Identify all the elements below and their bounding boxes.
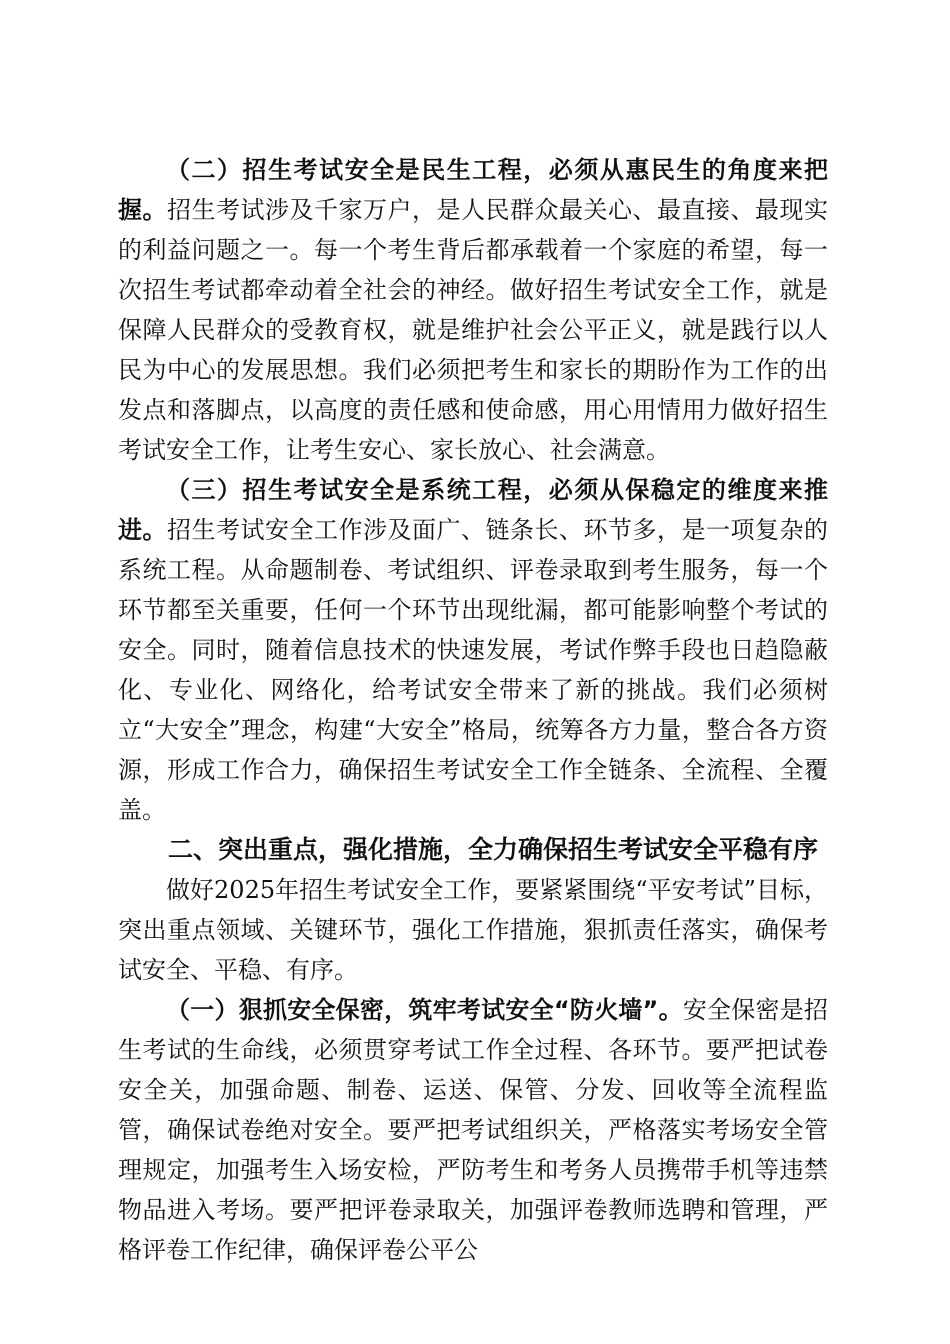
paragraph-lead: （三）招生考试安全是系统工程，必须从保稳定的维度来推进。: [118, 476, 828, 544]
paragraph-2: [118, 150, 828, 470]
section-heading: 二、突出重点，强化措施，全力确保招生考试安全平稳有序: [168, 835, 819, 864]
paragraph-body: 招生考试安全工作涉及面广、链条长、环节多，是一项复杂的系统工程。从命题制卷、考试组织、评卷录取到考生服务，每一个环节都至关重要，任何一个环节出现纰漏，都可能影响整个考试的安全。同时，随着信息技术的快速发展，考试作弊手段也日趋隐蔽化、专业化、网络化，给考试安全带来了新的挑战。我们必须树立“大安全”理念，构建“大安全”格局，统筹各方力量，整合各方资源，形成工作合力，确保招生考试安全工作全链条、全流程、全覆盖。: [118, 516, 828, 824]
paragraph-lead: （一）狠抓安全保密，筑牢考试安全“防火墙”。: [166, 996, 683, 1024]
paragraph-body: 招生考试涉及千家万户，是人民群众最关心、最直接、最现实的利益问题之一。每一个考生背后都承载着一个家庭的希望，每一次招生考试都牵动着全社会的神经。做好招生考试安全工作，就是保障人民群众的受教育权，就是维护社会公平正义，就是践行以人民为中心的发展思想。我们必须把考生和家长的期盼作为工作的出发点和落脚点，以高度的责任感和使命感，用心用情用力做好招生考试安全工作，让考生安心、家长放心、社会满意。: [118, 196, 828, 464]
paragraph-3: [118, 470, 828, 830]
section-intro: 做好2025年招生考试安全工作，要紧紧围绕“平安考试”目标，突出重点领域、关键环节，强化工作措施，狠抓责任落实，确保考试安全、平稳、有序。: [118, 876, 828, 984]
document-page: [118, 150, 828, 1270]
paragraph-4: [118, 990, 828, 1270]
paragraph-body: 安全保密是招生考试的生命线，必须贯穿考试工作全过程、各环节。要严把试卷安全关，加强命题、制卷、运送、保管、分发、回收等全流程监管，确保试卷绝对安全。要严把考试组织关，严格落实考场安全管理规定，加强考生入场安检，严防考生和考务人员携带手机等违禁物品进入考场。要严把评卷录取关，加强评卷教师选聘和管理，严格评卷工作纪律，确保评卷公平公: [118, 996, 829, 1264]
paragraph-lead: （二）招生考试安全是民生工程，必须从惠民生的角度来把握。: [118, 156, 828, 224]
